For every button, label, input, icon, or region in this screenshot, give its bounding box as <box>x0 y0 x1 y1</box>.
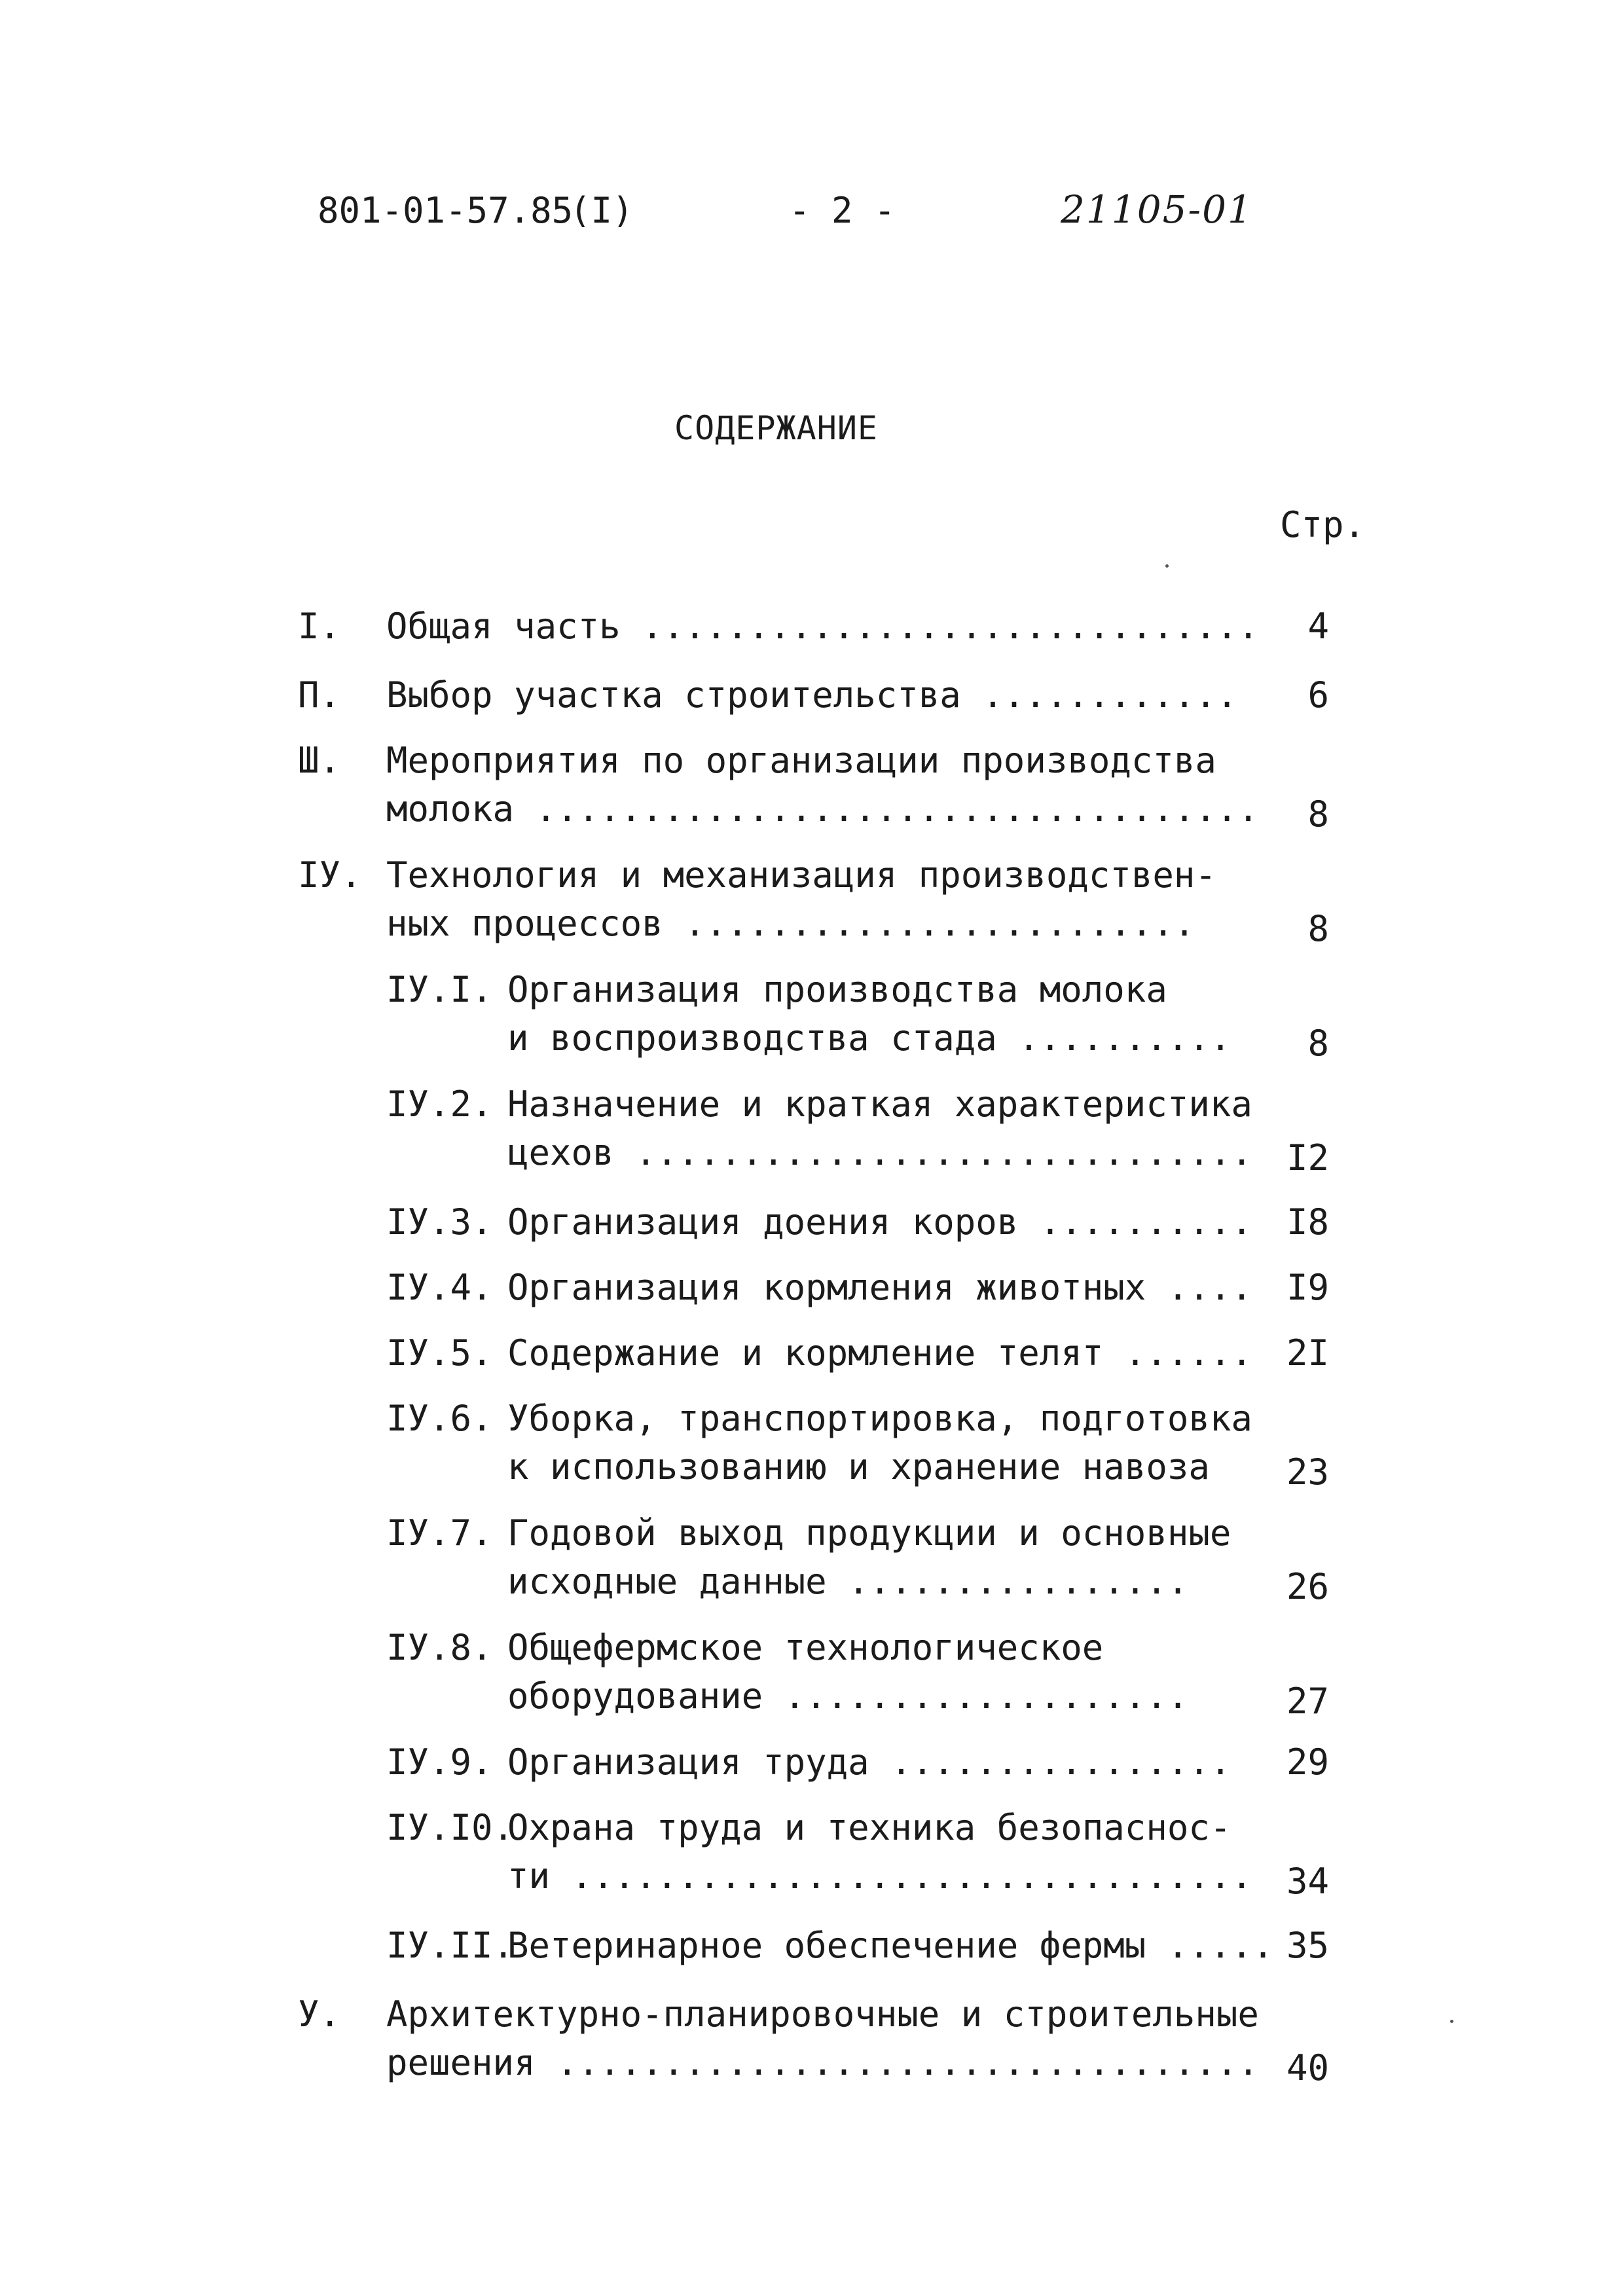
toc-entry-title: молока .................................. <box>386 788 1259 829</box>
toc-entry-page: 27 <box>1286 1681 1329 1722</box>
toc-entry-number: I. <box>298 606 341 647</box>
toc-entry-number: IУ.2. <box>386 1084 493 1125</box>
toc-entry-page: 6 <box>1307 674 1329 716</box>
toc-entry-number: IУ. <box>298 854 362 896</box>
toc-entry-title: Выбор участка строительства ............ <box>386 674 1238 716</box>
toc-entry-page: 29 <box>1286 1741 1329 1783</box>
toc-entry-title: Содержание и кормление телят ...... <box>507 1332 1252 1374</box>
toc-entry-page: 40 <box>1286 2047 1329 2088</box>
toc-entry-number: IУ.9. <box>386 1741 493 1783</box>
handwritten-code: 21105-01 <box>1061 187 1253 232</box>
toc-entry-number: IУ.I0. <box>386 1807 515 1848</box>
toc-entry-title: Общефермское технологическое <box>507 1627 1104 1668</box>
scan-speck <box>1165 564 1169 568</box>
toc-entry-number: П. <box>298 674 341 716</box>
page-column-label: Стр. <box>1280 504 1366 545</box>
toc-entry-page: 26 <box>1286 1566 1329 1607</box>
toc-entry-number: IУ.4. <box>386 1267 493 1308</box>
scan-speck <box>1450 2020 1453 2023</box>
toc-entry-title: решения ................................. <box>386 2042 1259 2083</box>
toc-entry-number: IУ.6. <box>386 1398 493 1439</box>
toc-entry-title: Архитектурно-планировочные и строительные <box>386 1994 1259 2035</box>
toc-entry-page: 34 <box>1286 1861 1329 1902</box>
toc-entry-title: к использованию и хранение навоза <box>507 1446 1210 1487</box>
toc-entry-page: 2I <box>1286 1332 1329 1374</box>
document-part: (I) <box>570 190 634 231</box>
toc-entry-title: и воспроизводства стада .......... <box>507 1017 1231 1059</box>
toc-entry-title: Ветеринарное обеспечение фермы ..... <box>507 1925 1274 1966</box>
toc-entry-title: оборудование ................... <box>507 1675 1189 1717</box>
toc-entry-number: IУ.7. <box>386 1512 493 1554</box>
toc-entry-title: Организация доения коров .......... <box>507 1201 1252 1243</box>
toc-entry-number: IУ.I. <box>386 969 493 1010</box>
toc-entry-number: IУ.5. <box>386 1332 493 1374</box>
toc-entry-number: IУ.3. <box>386 1201 493 1243</box>
toc-entry-title: Годовой выход продукции и основные <box>507 1512 1231 1554</box>
toc-entry-title: Назначение и краткая характеристика <box>507 1084 1252 1125</box>
document-code: 801-01-57.85 <box>318 190 574 231</box>
toc-entry-number: Ш. <box>298 740 341 781</box>
toc-entry-page: 8 <box>1307 793 1329 835</box>
toc-entry-number: IУ.II. <box>386 1925 515 1966</box>
toc-entry-number: IУ.8. <box>386 1627 493 1668</box>
toc-entry-title: ти ................................ <box>507 1855 1252 1897</box>
page-title: СОДЕРЖАНИЕ <box>674 409 879 447</box>
toc-entry-title: Организация труда ................ <box>507 1741 1231 1783</box>
toc-entry-title: Технология и механизация производствен- <box>386 854 1216 896</box>
toc-entry-title: Охрана труда и техника безопаснос- <box>507 1807 1231 1848</box>
page-number: - 2 - <box>789 190 896 231</box>
toc-entry-title: Общая часть ............................. <box>386 606 1259 647</box>
toc-entry-title: исходные данные ................ <box>507 1561 1189 1602</box>
toc-entry-number: У. <box>298 1994 341 2035</box>
toc-entry-title: Организация производства молока <box>507 969 1167 1010</box>
toc-entry-page: 23 <box>1286 1451 1329 1493</box>
toc-entry-page: 4 <box>1307 606 1329 647</box>
toc-entry-title: Организация кормления животных .... <box>507 1267 1252 1308</box>
toc-entry-page: 8 <box>1307 908 1329 949</box>
toc-entry-title: ных процессов ........................ <box>386 903 1195 944</box>
toc-entry-title: Мероприятия по организации производства <box>386 740 1216 781</box>
toc-entry-page: I9 <box>1286 1267 1329 1308</box>
toc-entry-page: I8 <box>1286 1201 1329 1243</box>
toc-entry-title: Уборка, транспортировка, подготовка <box>507 1398 1252 1439</box>
toc-entry-page: 8 <box>1307 1023 1329 1064</box>
toc-entry-page: 35 <box>1286 1925 1329 1966</box>
toc-entry-page: I2 <box>1286 1137 1329 1178</box>
toc-entry-title: цехов ............................. <box>507 1132 1252 1173</box>
